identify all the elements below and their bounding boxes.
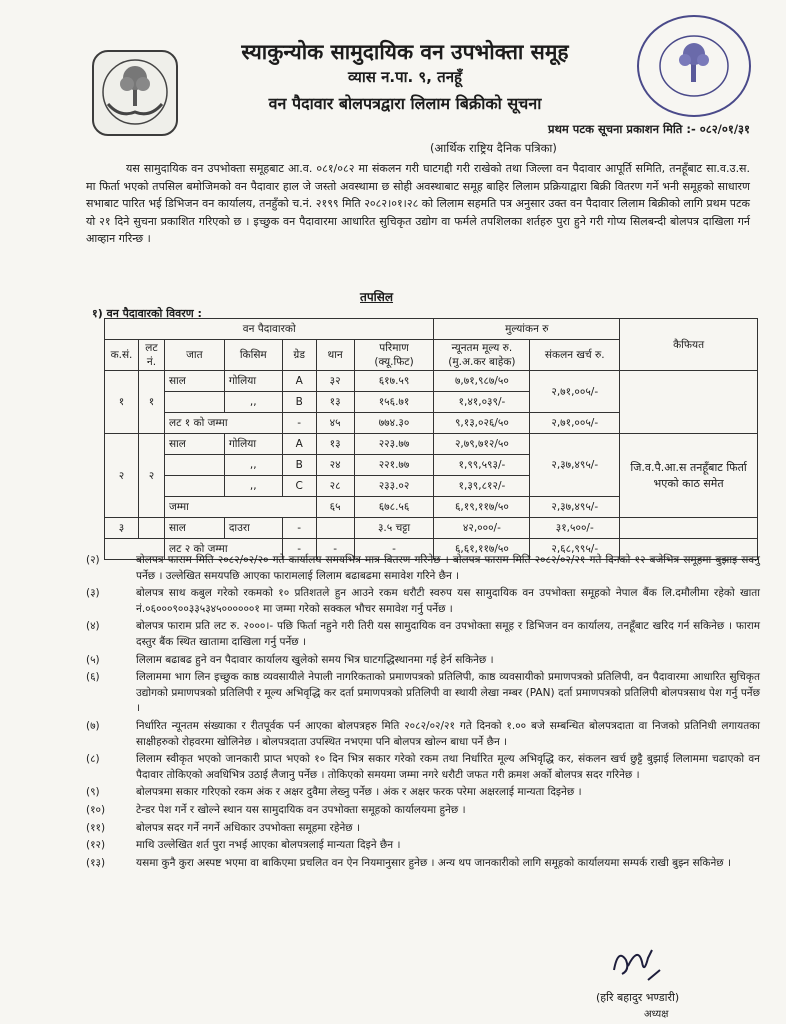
cell-collection-cost: २,३७,४९५/- — [530, 497, 620, 518]
header-forest-products: वन पैदावारको — [105, 319, 434, 340]
cell-grade: C — [282, 476, 316, 497]
term-item — [86, 856, 760, 872]
cell-lot — [138, 518, 164, 539]
term-number: (९) — [86, 786, 100, 799]
term-item — [86, 785, 760, 801]
cell-count: १३ — [316, 392, 354, 413]
term-text: बोलपत्र फाराम मिति २०८२/०२/२० गते कार्यालय समयभित्र मात्र वितरण गरिनेछ । बोलपत्र फाराम मिति २०८२/०२/२१ गते दिनको १२ बजेभित्र समूहमा बुझाइ सक्नु पर्नेछ । उल्लेखित समयपछि आएका फारामलाई लिलाम बढाबढमा समावेश गरिने छैन । — [136, 554, 760, 582]
term-number: (१०) — [86, 803, 106, 816]
official-seal — [630, 8, 758, 124]
tree-hands-icon — [94, 52, 176, 134]
term-item — [86, 752, 760, 783]
signature-scribble-icon — [608, 940, 668, 988]
cell-remarks — [620, 518, 758, 539]
cell-lot: २ — [138, 434, 164, 518]
cell-min-price: १,४१,०३९/- — [434, 392, 530, 413]
signature — [608, 940, 668, 988]
seal-stamp-icon — [630, 8, 758, 124]
section1-title: १) वन पैदावारको विवरण : — [92, 307, 202, 320]
cell-subtotal-label: लट १ को जम्मा — [164, 413, 282, 434]
term-text: टेन्डर पेश गर्ने र खोल्ने स्थान यस सामुदायिक वन उपभोक्ता समूहको कार्यालयमा हुनेछ । — [136, 803, 466, 816]
cell-grade: - — [282, 518, 316, 539]
terms-list — [86, 553, 760, 873]
cell-quantity: ६७८.५६ — [354, 497, 434, 518]
cell-count: ६५ — [316, 497, 354, 518]
cell-subtotal-label: जम्मा — [164, 497, 316, 518]
cell-sn: १ — [105, 371, 139, 434]
cell-remarks — [620, 371, 758, 434]
org-name: स्याकुन्योक सामुदायिक वन उपभोक्ता समूह — [241, 40, 569, 64]
cell-count: - — [316, 539, 354, 560]
header-type: किसिम — [224, 340, 282, 371]
cell-quantity: २२३.७७ — [354, 434, 434, 455]
cell-grade: A — [282, 371, 316, 392]
cell-quantity: १५६.७१ — [354, 392, 434, 413]
forest-products-table — [104, 318, 758, 560]
signer-name: (हरि बहादुर भण्डारी) — [596, 991, 680, 1004]
term-text: बोलपत्र साथ कबुल गरेको रकमको १० प्रतिशतले हुन आउने रकम धरौटी स्वरुप यस सामुदायिक वन उपभोक्ता समूहको नेपाल बैंक लि.दमौलीमा रहेको खाता नं.०६०००९००३३५३४५००००००१ मा जम्मा गरेको सक्कल भौचर समावेश गर्नु पर्नेछ । — [136, 587, 760, 615]
cell-min-price: ७,७१,९८७/५० — [434, 371, 530, 392]
term-item — [86, 821, 760, 837]
cell-species: साल — [164, 434, 224, 455]
cell-count: १३ — [316, 434, 354, 455]
term-item — [86, 803, 760, 819]
cell-grade: B — [282, 455, 316, 476]
cell-remarks: जि.व.पै.आ.स तनहूँबाट फिर्ता भएको काठ समेत — [620, 434, 758, 518]
cell-lot: १ — [138, 371, 164, 434]
cell-collection-cost: २,६८,९९५/- — [530, 539, 620, 560]
term-number: (२) — [86, 554, 100, 566]
term-number: (४) — [86, 620, 100, 633]
term-text: लिलाम बढाबढ हुने वन पैदावार कार्यालय खुलेको समय भित्र घाटगद्धिस्थानमा गई हेर्न सकिनेछ । — [136, 653, 494, 666]
cell-min-price: ९,१३,०२६/५० — [434, 413, 530, 434]
term-number: (५) — [86, 653, 100, 666]
header-sn: क.सं. — [105, 340, 139, 371]
header-species: जात — [164, 340, 224, 371]
term-item — [86, 553, 760, 584]
cell-grade: B — [282, 392, 316, 413]
cell-grade: A — [282, 434, 316, 455]
table-row — [105, 434, 758, 455]
cell-quantity: २३३.०२ — [354, 476, 434, 497]
cell-quantity: ६१७.५९ — [354, 371, 434, 392]
term-item — [86, 838, 760, 854]
cell-quantity: ७७४.३० — [354, 413, 434, 434]
term-text: लिलाम स्वीकृत भएको जानकारी प्राप्त भएको १० दिन भित्र सकार गरेको रकम तथा निर्धारित मूल्य अभिवृद्धि कर, संकलन खर्च छुट्टै बुझाई लिलाममा चढाएको वन पैदावार तोकिएको अवधिभित्र उठाई लैजानु पर्नेछ । तोकिएको समयमा जम्मा नगरे धरौटी जफत गरी क्रमश अर्को बोलपत्र सदर गरिनेछ । — [136, 753, 760, 781]
cell-type: ,, — [224, 392, 282, 413]
cell-collection-cost: २,७१,००५/- — [530, 413, 620, 434]
notice-header — [190, 38, 620, 116]
cell-type: ,, — [224, 476, 282, 497]
term-text: यसमा कुनै कुरा अस्पष्ट भएमा वा बाकिएमा प्रचलित वन ऐन नियमानुसार हुनेछ । अन्य थप जानकारीको लागि समूहको कार्यालयमा सम्पर्क राखी बुझ्न सकिनेछ । — [136, 856, 731, 869]
term-number: (३) — [86, 587, 100, 600]
intro-paragraph: यस सामुदायिक वन उपभोक्ता समूहबाट आ.व. ०८१/०८२ मा संकलन गरी घाटगद्दी गरी राखेको तथा जिल्ला वन पैदावार आपूर्ति समिति, तनहूँबाट सा.व.उ.स. मा फिर्ता भएको तपसिल बमोजिमको वन पैदावार हाल जे जस्तो अवस्थामा छ सोही अवस्थाबाट समूह बाहिर लिलाम प्रक्रियाद्वारा बिक्री वितरण गर्ने भनी समूहको साधारण सभाबाट पारित भई डिभिजन वन कार्यालय, तनहुँको च.नं. २१९९ मिति २०८२।०१।२८ को लिलाम सहमति पत्र अनुसार उक्त वन पैदावार लिलाम बिक्रीको लागि प्रथम पटक यो २१ दिने सुचना प्रकाशित गरिएको छ । इच्छुक वन पैदावारमा आधारित सुचिकृत उद्योग वा फर्मले तपशिलका शर्तहरु पुरा हुने गरी गोप्य सिलबन्दी बोलपत्र दाखिला गर्न आव्हान गरिन्छ । — [86, 162, 751, 245]
cell-quantity: - — [354, 539, 434, 560]
term-text: बोलपत्र सदर गर्ने नगर्ने अधिकार उपभोक्ता समूहमा रहेनेछ । — [136, 821, 360, 834]
cell-type: गोलिया — [224, 434, 282, 455]
cell-species — [164, 455, 224, 476]
cell-species — [164, 392, 224, 413]
header-quantity: परिमाण (क्यू.फिट) — [354, 340, 434, 371]
cell-sn: ३ — [105, 518, 139, 539]
header-remarks: कैफियत — [620, 319, 758, 371]
header-lot: लट नं. — [138, 340, 164, 371]
term-item — [86, 586, 760, 617]
term-number: (११) — [86, 821, 106, 834]
cell-type: दाउरा — [224, 518, 282, 539]
cell-min-price: ४२,०००/- — [434, 518, 530, 539]
org-address: व्यास न.पा. ९, तनहूँ — [348, 68, 462, 86]
header-collection-cost: संकलन खर्च रु. — [530, 340, 620, 371]
term-item — [86, 670, 760, 717]
term-text: बोलपत्रमा सकार गरिएको रकम अंक र अक्षर दुवैमा लेख्नु पर्नेछ । अंक र अक्षर फरक परेमा अक्षरलाई मान्यता दिइनेछ । — [136, 786, 582, 799]
cell-quantity: २२१.७७ — [354, 455, 434, 476]
term-text: माथि उल्लेखित शर्त पुरा नभई आएका बोलपत्रलाई मान्यता दिइने छैन । — [136, 839, 401, 852]
term-number: (६) — [86, 671, 100, 684]
term-item — [86, 719, 760, 750]
table-header-row — [105, 319, 758, 340]
tapsil-heading: तपसिल — [360, 290, 394, 304]
header-count: थान — [316, 340, 354, 371]
term-text: बोलपत्र फाराम प्रति लट रु. २०००।- पछि फिर्ता नहुने गरी तिरी यस सामुदायिक वन उपभोक्ता समूह र डिभिजन वन कार्यालय, तनहूँबाट खरिद गर्न सकिनेछ । फाराम दस्तुर बैंक स्थित खातामा दाखिला गर्नु पर्नेछ । — [136, 620, 760, 648]
cell-count: २४ — [316, 455, 354, 476]
cell-collection-cost: ३१,५००/- — [530, 518, 620, 539]
header-min-price: न्यूनतम मूल्य रु. (मु.अ.कर बाहेक) — [434, 340, 530, 371]
cell-count: २८ — [316, 476, 354, 497]
term-item — [86, 619, 760, 650]
term-text: लिलाममा भाग लिन इच्छुक काष्ठ व्यवसायीले नेपाली नागरिकताको प्रमाणपत्रको प्रतिलिपी, काष्ठ व्यवसायीको प्रमाणपत्रको प्रतिलिपी, वन पैदावारमा आधारित सुचिकृत उद्योगको प्रमाणपत्रको प्रतिलिपी र मूल्य अभिवृद्धि कर दर्ता प्रमाणपत्रको प्रतिलिपी वा स्थायी लेखा नम्बर (PAN) दर्ता प्रमाणपत्रको प्रतिलिपी बोलपत्रसाथ पेश गर्नु पर्नेछ । — [136, 671, 760, 715]
cell-type: गोलिया — [224, 371, 282, 392]
cell-min-price: १,९९,५९३/- — [434, 455, 530, 476]
term-number: (७) — [86, 719, 100, 732]
header-grade: ग्रेड — [282, 340, 316, 371]
cell-min-price: १,३९,८१२/- — [434, 476, 530, 497]
cell-count: ३२ — [316, 371, 354, 392]
cell-grade: - — [282, 539, 316, 560]
term-number: (१२) — [86, 839, 106, 852]
header-valuation: मुल्यांकन रु — [434, 319, 620, 340]
newspaper-name: (आर्थिक राष्ट्रिय दैनिक पत्रिका) — [430, 141, 557, 155]
cell-min-price: २,७९,७१२/५० — [434, 434, 530, 455]
cell-min-price: ६,१९,११७/५० — [434, 497, 530, 518]
cell-species — [164, 476, 224, 497]
term-item — [86, 653, 760, 669]
cell-count: ४५ — [316, 413, 354, 434]
table-row — [105, 371, 758, 392]
notice-title: वन पैदावार बोलपत्रद्वारा लिलाम बिक्रीको सूचना — [268, 94, 542, 113]
org-logo — [92, 50, 178, 136]
cell-count — [316, 518, 354, 539]
cell-sn: २ — [105, 434, 139, 518]
publish-date: प्रथम पटक सूचना प्रकाशन मिति :- ०८२/०१/३१ — [548, 122, 750, 136]
cell-species: साल — [164, 518, 224, 539]
cell-type: ,, — [224, 455, 282, 476]
term-number: (१३) — [86, 856, 106, 869]
cell-grade: - — [282, 413, 316, 434]
cell-collection-cost: २,३७,४९५/- — [530, 434, 620, 497]
cell-species: साल — [164, 371, 224, 392]
cell-total-label: लट २ को जम्मा — [164, 539, 282, 560]
cell-quantity: ३.५ चट्टा — [354, 518, 434, 539]
cell-collection-cost: २,७१,००५/- — [530, 371, 620, 413]
signer-title: अध्यक्ष — [644, 1009, 669, 1020]
term-number: (८) — [86, 753, 100, 766]
cell-min-price: ६,६१,११७/५० — [434, 539, 530, 560]
table-row — [105, 518, 758, 539]
term-text: निर्धारित न्यूनतम संख्याका र रीतपूर्वक पर्न आएका बोलपत्रहरु मिति २०८२/०२/२१ गते दिनको १.०० बजे सम्बन्धित बोलपत्रदाता वा निजको प्रतिनिधी लगायतका साक्षीहरुको रोहवरमा खोलिनेछ । बोलपत्रदाता उपस्थित नभएमा पनि बोलपत्र खोल्न बाधा पर्ने छैन । — [136, 719, 760, 748]
